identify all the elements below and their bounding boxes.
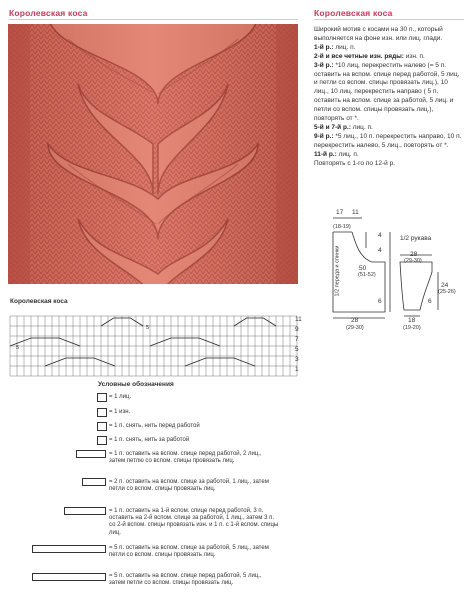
dim-top1b: (18-19) (333, 224, 351, 230)
chart-cable-mark (185, 358, 255, 366)
chart-row-number: 9 (295, 326, 299, 333)
row-instruction: 9-й р.: *5 лиц., 10 п. перекрестить направо, 10 п. перекрестить налево, 5 лиц., повторять от *. (314, 132, 462, 149)
chart-cable-mark (101, 318, 143, 326)
row-instruction: 2-й и все четные изн. ряды: изн. п. (314, 52, 425, 60)
cable-texture (8, 24, 298, 284)
row-instruction: Повторять с 1-го по 12-й р. (314, 159, 396, 167)
dim-s-side-b: (25-26) (438, 289, 456, 295)
dim-bottom-h: 6 (378, 298, 382, 305)
legend-item: = 5 п. оставить на вспом. спице за работой, 5 лиц., затем петли со вспом. спицы провязать лиц. (109, 545, 269, 559)
slip-front-symbol-icon (97, 422, 107, 431)
row-instruction: 5-й и 7-й р.: лиц. п. (314, 123, 373, 131)
chart-cable-mark (234, 318, 276, 326)
legend-item: = 1 лиц. (109, 394, 132, 400)
legend-item: = 1 п. снять, нить за работой (109, 437, 190, 443)
dim-top2: 11 (352, 209, 359, 216)
photo-title: Королевская коса (9, 8, 88, 18)
chart-cable-mark (45, 358, 115, 366)
dim-bottom: 28 (351, 317, 359, 324)
chart-cell-number: 5 (146, 325, 150, 331)
title-divider-right (314, 19, 464, 20)
legend-item: = 1 п. снять, нить перед работой (109, 423, 200, 429)
chart-title: Королевская коса (10, 298, 68, 305)
chart-row-number: 1 (295, 366, 299, 373)
pattern-instructions (314, 26, 462, 169)
dim-side2: 4 (378, 247, 382, 254)
dim-bottom-b: (29-30) (346, 325, 364, 331)
pattern-intro: Широкий мотив с косами на 30 п., который выполняется на фоне изн. или лиц. глади. (314, 26, 443, 42)
dim-height: 50 (359, 265, 367, 272)
body-label: 1/2 переда и спинки (334, 245, 341, 297)
dim-s-bottom: 18 (408, 317, 416, 324)
dim-s-bottom-h: 6 (428, 298, 432, 305)
title-divider-left (9, 19, 298, 20)
cable-left-symbol-icon (32, 573, 106, 581)
knit-symbol-icon (97, 393, 107, 402)
dim-height-b: (51-52) (358, 272, 376, 278)
cable-right-symbol-icon (32, 545, 106, 553)
cross-1-2-symbol-icon (76, 450, 106, 458)
purl-symbol-icon (97, 408, 107, 417)
knitted-sample-photo (8, 24, 298, 284)
legend-item: = 1 изн. (109, 409, 131, 415)
sleeve-label: 1/2 рукава (400, 235, 432, 242)
chart-row-number: 7 (295, 336, 299, 343)
chart-row-number: 11 (295, 316, 302, 323)
row-instruction: 3-й р.: *10 лиц, перекрестить налево (= 5 п. оставить на вспом. спице перед работой, 5 лиц, и петли со вспом. спицы провязать лиц.), 10 лиц., 10 лиц. перекрестить направо ( 5 п. оставить на вспом. спице за работой, 5 лиц. и петли со вспом. спицы провязать лиц.), повторять от *. (314, 61, 460, 123)
row-instruction: 1-й р.: лиц. п. (314, 43, 356, 51)
chart-row-number: 5 (295, 346, 299, 353)
legend-item: = 1 п. оставить на вспом. спице перед работой, 2 лиц., затем петлю со вспом. спицы провязать лиц. (109, 451, 262, 465)
chart-cable-mark (150, 338, 220, 346)
legend-item: = 1 п. оставить на 1-й вспом. спице перед работой, 3 п. оставить на 2-й вспом. спице за работой, 1 лиц., затем 3 п. со 2-й вспом. спицы провязать изн. и 1 п. с 1-й вспом. спицы лиц. (109, 508, 279, 536)
chart-cell-number: 5 (16, 345, 20, 351)
legend-item: = 5 п. оставить на вспом. спице перед работой, 5 лиц., затем петли со вспом. спицы провязать лиц. (109, 573, 262, 587)
legend-title: Условные обозначения (98, 381, 174, 388)
slip-back-symbol-icon (97, 436, 107, 445)
dim-side1: 4 (378, 232, 382, 239)
dim-top1: 17 (336, 209, 344, 216)
dim-s-bottom-b: (19-20) (403, 325, 421, 331)
dim-s-top-b: (29-30) (404, 258, 422, 264)
chart-cable-mark (10, 338, 80, 346)
cross-3-symbol-icon (64, 507, 106, 515)
chart-row-number: 3 (295, 356, 299, 363)
pattern-title: Королевская коса (314, 8, 393, 18)
dim-s-top: 28 (410, 251, 418, 258)
row-instruction: 11-й р.: лиц. п. (314, 150, 359, 158)
legend-item: = 2 п. оставить на вспом. спице за работой, 1 лиц., затем петли со вспом. спицы провязать лиц. (109, 479, 269, 493)
dim-s-side: 24 (441, 282, 449, 289)
cross-2-1-symbol-icon (82, 478, 106, 486)
